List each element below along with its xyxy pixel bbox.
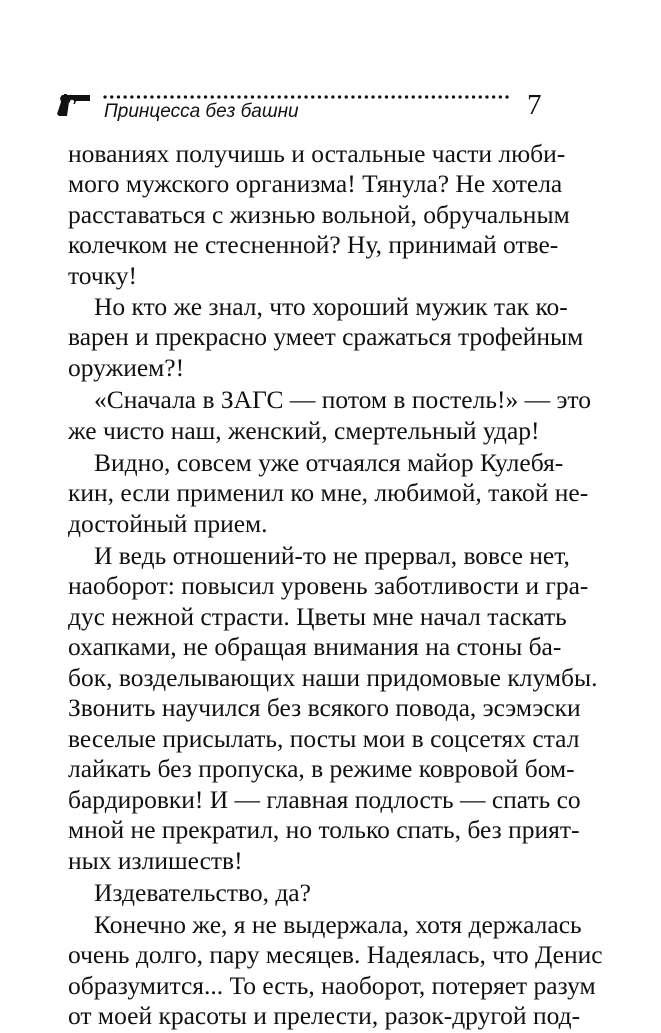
text-line: расставаться с жизнью вольной, обручальным (68, 200, 570, 229)
text-line: очень долго, пару месяцев. Надеялась, что Денис (68, 940, 603, 969)
text-line: охапками, не обращая внимания на стоны ба- (68, 632, 562, 661)
text-line: И ведь отношений-то не прервал, вовсе нет, (94, 541, 570, 570)
text-line: варен и прекрасно умеет сражаться трофейным (68, 322, 584, 351)
text-line: бок, возделывающих наши придомовые клумбы. (68, 663, 598, 692)
text-line: бардировки! И — главная подлость — спать со (68, 785, 581, 814)
text-line: мной не прекратил, но только спать, без прият- (68, 815, 580, 844)
text-line: Издевательство, да? (94, 878, 311, 907)
text-line: Но кто же знал, что хороший мужик так ко- (94, 292, 568, 321)
page-header (0, 0, 661, 130)
page-number: 7 (527, 89, 542, 121)
text-line: Звонить научился без всякого повода, эсэмэски (68, 693, 581, 722)
text-line: колечком не стесненной? Ну, принимай отве- (68, 230, 559, 259)
text-line: «Сначала в ЗАГС — потом в постель!» — это (94, 385, 591, 414)
revolver-icon (56, 92, 92, 118)
text-line: ных излишеств! (68, 846, 243, 875)
text-line: точку! (68, 261, 137, 290)
text-line: Видно, совсем уже отчаялся майор Кулебя- (94, 448, 564, 477)
text-line: мого мужского организма! Тянула? Не хотела (68, 169, 563, 198)
text-line: от моей красоты и прелести, разок-другой под- (68, 1001, 581, 1030)
text-line: веселые присылать, посты мои в соцсетях стал (68, 724, 580, 753)
text-line: Конечно же, я не выдержала, хотя держалась (94, 910, 582, 939)
text-line: нованиях получишь и остальные части люби- (68, 139, 566, 168)
text-line: дус нежной страсти. Цветы мне начал таскать (68, 602, 567, 631)
text-line: достойный прием. (68, 509, 268, 538)
text-line: образумится... То есть, наоборот, потеряет разум (68, 971, 596, 1000)
running-title: Принцесса без башни (104, 101, 299, 122)
text-line: наоборот: повысил уровень заботливости и гра- (68, 571, 589, 600)
dotted-rule (103, 95, 511, 99)
text-line: оружием?! (68, 353, 185, 382)
text-line: лайкать без пропуска, в режиме ковровой бом- (68, 754, 575, 783)
text-line: же чисто наш, женский, смертельный удар! (68, 416, 540, 445)
text-line: кин, если применил ко мне, любимой, такой не- (68, 478, 589, 507)
